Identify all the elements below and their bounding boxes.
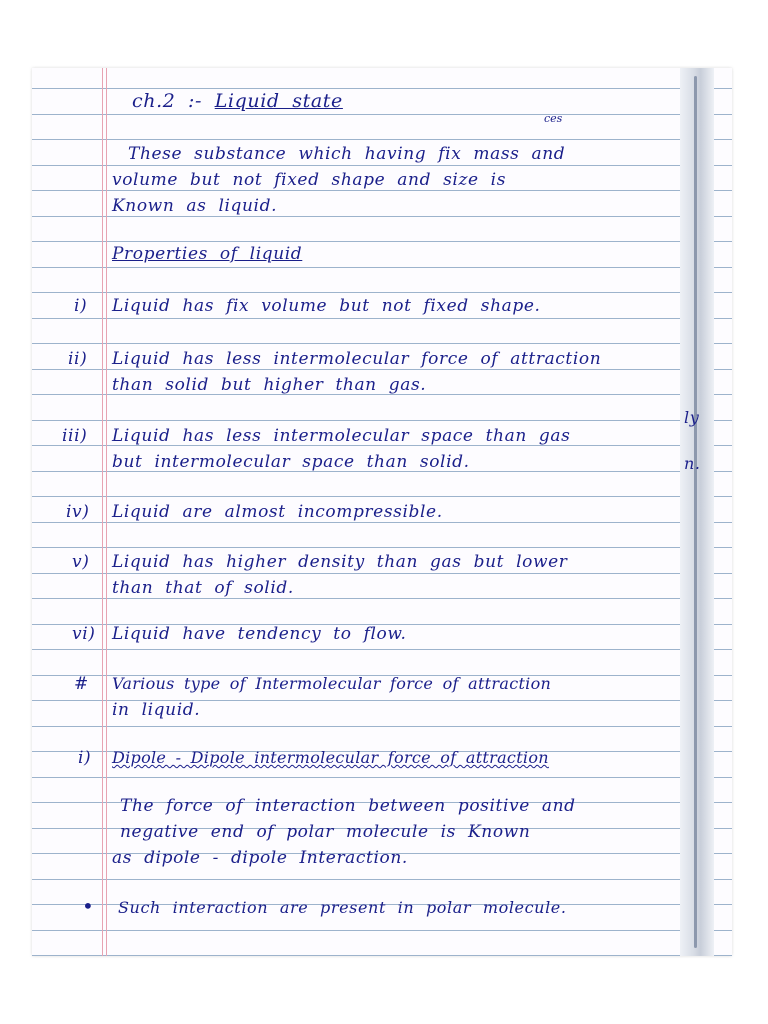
property-number: v) [72,552,90,572]
ruled-line [32,343,732,344]
ruled-line [32,930,732,931]
dipole-heading-number: i) [78,748,92,768]
property-line: Liquid has less intermolecular space than gas [112,426,571,446]
property-number: vi) [72,624,96,644]
margin-line [102,68,103,956]
chapter-number: ch.2 :- [132,90,203,112]
ruled-line [32,190,732,191]
property-number: iv) [66,502,90,522]
intermolecular-heading-line: Various type of Intermolecular force of attraction [112,674,552,693]
ruled-line [32,777,732,778]
ruled-line [32,216,732,217]
properties-heading: Properties of liquid [112,244,303,264]
ruled-line [32,649,732,650]
hash-mark: # [74,674,89,694]
property-line: Liquid have tendency to flow. [112,624,407,644]
property-line: Liquid has fix volume but not fixed shape. [112,296,541,316]
corner-mark: ces [544,112,563,125]
intermolecular-heading-line: in liquid. [112,700,201,720]
ruled-line [32,522,732,523]
ruled-line [32,369,732,370]
page-heading [132,90,343,112]
property-number: i) [74,296,88,316]
ruled-line [32,88,732,89]
ruled-line [32,879,732,880]
margin-mark: ly [684,408,700,427]
property-line: Liquid are almost incompressible. [112,502,443,522]
bullet-icon: • [82,894,95,918]
ruled-line [32,318,732,319]
margin-mark: n. [684,454,701,473]
property-number: ii) [68,349,88,369]
chapter-title: Liquid state [214,90,343,112]
ruled-line [32,955,732,956]
dipole-text-line: The force of interaction between positive and [120,796,576,816]
binding-edge [694,76,697,948]
ruled-line [32,139,732,140]
ruled-line [32,114,732,115]
ruled-line [32,573,732,574]
ruled-line [32,267,732,268]
ruled-line [32,165,732,166]
ruled-line [32,726,732,727]
definition-line-1: These substance which having fix mass and [128,144,566,164]
definition-line-3: Known as liquid. [112,196,278,216]
property-line: than solid but higher than gas. [112,375,427,395]
margin-line-secondary [106,68,107,956]
property-line: Liquid has higher density than gas but lower [112,552,568,572]
property-line: but intermolecular space than solid. [112,452,470,472]
dipole-text-line: as dipole - dipole Interaction. [112,848,408,868]
ruled-line [32,292,732,293]
property-line: Liquid has less intermolecular force of attraction [112,349,602,369]
ruled-line [32,598,732,599]
notebook-binding [680,68,714,956]
dipole-text-line: negative end of polar molecule is Known [120,822,531,842]
dipole-heading: Dipole - Dipole intermolecular force of attraction [112,748,549,767]
definition-line-2: volume but not fixed shape and size is [112,170,507,190]
bullet-text: Such interaction are present in polar molecule. [118,898,567,917]
notebook-page [32,68,732,956]
ruled-line [32,241,732,242]
ruled-line [32,496,732,497]
property-line: than that of solid. [112,578,294,598]
property-number: iii) [62,426,88,446]
ruled-line [32,420,732,421]
ruled-line [32,547,732,548]
